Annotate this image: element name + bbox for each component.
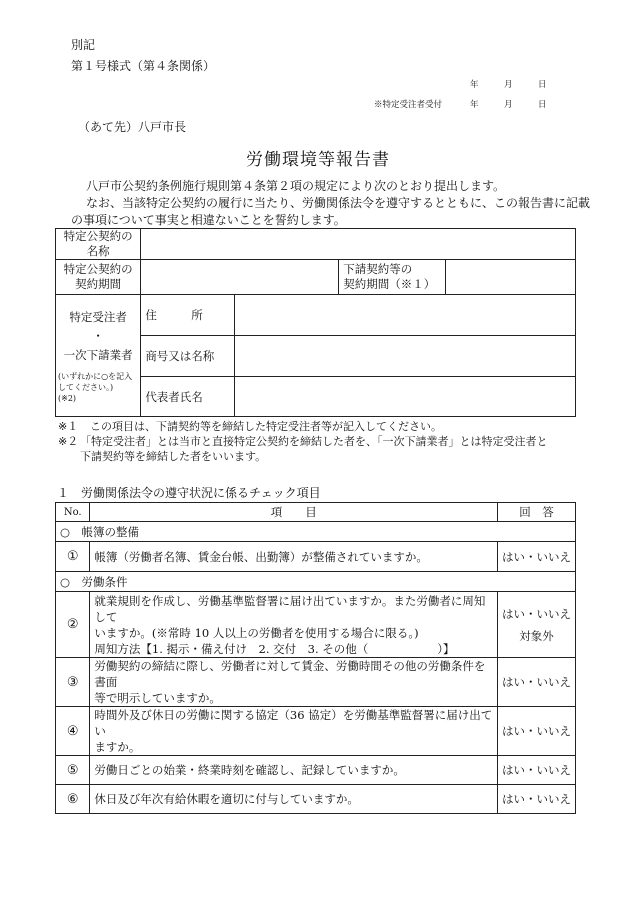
- note-2-line-2: 下請契約等を締結した者をいいます。: [80, 450, 267, 463]
- intro-line-3: の事項について事実と相違ないことを誓約します。: [71, 213, 346, 227]
- representative-field[interactable]: [234, 377, 575, 417]
- row-3-answer[interactable]: はい・いいえ: [497, 658, 575, 707]
- contract-period-field[interactable]: [141, 260, 339, 295]
- row-3-text: [90, 658, 498, 707]
- company-label: 商号又は名称: [141, 336, 234, 377]
- row-2-answer-cell: [497, 592, 575, 658]
- receipt-label: ※特定受注者受付: [374, 100, 443, 110]
- row-2-answer[interactable]: はい・いいえ: [501, 606, 571, 621]
- row-5-answer[interactable]: はい・いいえ: [497, 756, 575, 785]
- row-2-text-line-1: 就業規則を作成し、労働基準監督署に届け出ていますか。また労働者に周知して: [94, 593, 486, 624]
- row-4-answer[interactable]: はい・いいえ: [497, 707, 575, 756]
- party-label-dot: ・: [92, 328, 104, 343]
- sub-period-label: 下請契約等の 契約期間（※１）: [339, 260, 445, 295]
- contract-name-label: 特定公契約の 名称: [56, 229, 141, 260]
- document-title: 労働環境等報告書: [246, 150, 390, 170]
- party-type-cell: [56, 295, 141, 417]
- col-answer-header: 回 答: [497, 503, 575, 522]
- submission-date: 年 月 日: [470, 80, 547, 90]
- appendix-label: 別記: [71, 38, 96, 52]
- intro-line-2: なお、当該特定公契約の履行に当たり、労働関係法令を遵守するとともに、この報告書に記載: [86, 196, 591, 210]
- party-note: (いずれかに○を記入してください。) (※2): [58, 371, 133, 403]
- party-label-subcontractor[interactable]: 一次下請業者: [63, 347, 133, 362]
- address-field[interactable]: [234, 295, 575, 336]
- note-1-mark: ※１: [58, 420, 79, 433]
- row-6-text: 休日及び年次有給休暇を適切に付与していますか。: [90, 785, 498, 814]
- row-1-text: 帳簿（労働者名簿、賃金台帳、出勤簿）が整備されていますか。: [90, 542, 498, 572]
- row-5-text: 労働日ごとの始業・終業時刻を確認し、記録していますか。: [90, 756, 498, 785]
- contract-name-field[interactable]: [141, 229, 576, 260]
- address-label: 住 所: [141, 295, 234, 336]
- row-4-text-line-1: 時間外及び休日の労働に関する協定（36 協定）を労働基準監督署に届け出てい: [94, 708, 493, 738]
- row-1-number: ①: [56, 542, 90, 572]
- note-1: この項目は、下請契約等を締結した特定受注者等が記入してください。: [90, 420, 442, 433]
- group-labor-conditions: ○ 労働条件: [56, 572, 576, 592]
- note-2-mark: ※２: [58, 435, 79, 448]
- note-2-line-1: 「特定受注者」とは当市と直接特定公契約を締結した者を、「一次下請業者」とは特定受注者と: [80, 435, 548, 448]
- row-6-answer[interactable]: はい・いいえ: [497, 785, 575, 814]
- row-1-answer[interactable]: はい・いいえ: [497, 542, 575, 572]
- checklist-table: [55, 502, 576, 814]
- row-5-number: ⑤: [56, 756, 90, 785]
- contract-period-label: 特定公契約の 契約期間: [56, 260, 141, 295]
- row-3-text-line-2: 等で明示していますか。: [94, 691, 221, 705]
- row-4-text-line-2: ますか。: [94, 740, 141, 754]
- receipt-date: 年 月 日: [470, 100, 547, 110]
- party-label-contractor[interactable]: 特定受注者: [69, 309, 127, 324]
- sub-period-field[interactable]: [445, 260, 575, 295]
- row-3-text-line-1: 労働契約の締結に際し、労働者に対して賃金、労働時間その他の労働条件を書面: [94, 659, 486, 689]
- row-3-number: ③: [56, 658, 90, 707]
- form-number: 第１号様式（第４条関係）: [71, 59, 216, 73]
- col-no-header: No.: [56, 503, 90, 522]
- col-item-header: 項 目: [90, 503, 498, 522]
- row-2-text: [90, 592, 498, 658]
- contract-info-table: [55, 228, 576, 417]
- row-4-number: ④: [56, 707, 90, 756]
- row-2-text-line-2: いますか。(※常時 10 人以上の労働者を使用する場合に限る。): [94, 625, 419, 640]
- addressee: （あて先）八戸市長: [78, 120, 187, 134]
- section-1-heading: １ 労働関係法令の遵守状況に係るチェック項目: [57, 486, 321, 500]
- row-2-number: ②: [56, 592, 90, 658]
- intro-line-1: 八戸市公契約条例施行規則第４条第２項の規定により次のとおり提出します。: [86, 179, 506, 193]
- row-4-text: [90, 707, 498, 756]
- row-2-answer-na[interactable]: 対象外: [519, 628, 554, 643]
- row-2-text-line-3: 周知方法【1. 掲示・備え付け 2. 交付 3. その他（ ）】: [94, 641, 455, 656]
- company-field[interactable]: [234, 336, 575, 377]
- representative-label: 代表者氏名: [141, 377, 234, 417]
- group-books: ○ 帳簿の整備: [56, 522, 576, 542]
- row-6-number: ⑥: [56, 785, 90, 814]
